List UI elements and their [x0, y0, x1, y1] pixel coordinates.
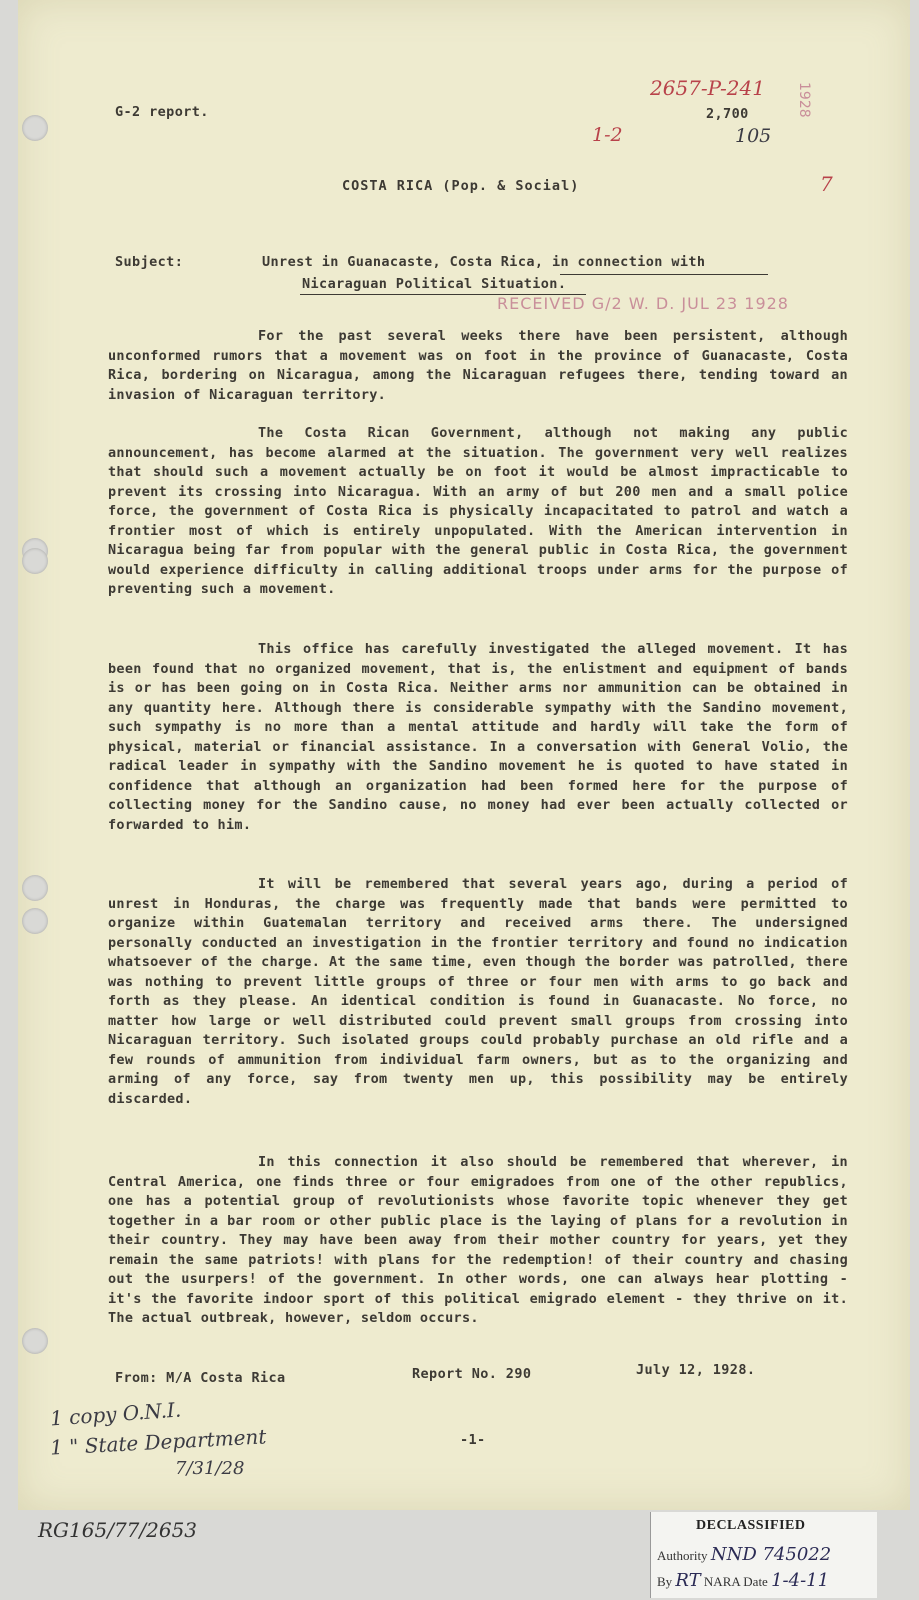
subject-line-2: Nicaraguan Political Situation.	[302, 276, 567, 292]
punch-hole	[22, 548, 48, 574]
declassified-stamp	[650, 1512, 877, 1598]
authority-row	[657, 1544, 831, 1565]
subject-line-1: Unrest in Guanacaste, Costa Rica, in connection with	[262, 254, 706, 270]
sub-number: 105	[735, 125, 772, 147]
paragraph-3: This office has carefully investigated the alleged movement. It has been found that no organized movement, that is, the enlistment and equipment of bands is or has been going on in Costa Rica. Neither arms nor ammunition can be obtained in any quantity here. Although there is considerable sympathy with the Sandino movement, such sympathy is no more than a mental attitude and hardly will take the form of physical, material or financial assistance. In a conversation with General Volio, the radical leader in sympathy with the Sandino movement he is quoted to have stated in confidence that although an organization had been formed here for the purpose of collecting money for the Sandino cause, no money had ever been actually collected or forwarded to him.	[108, 641, 848, 833]
count-number: 2,700	[706, 106, 749, 122]
nara-value: 1-4-11	[771, 1570, 830, 1591]
subject-label: Subject:	[115, 254, 184, 270]
authority-value: NND 745022	[710, 1544, 832, 1565]
vertical-year: 1928	[796, 82, 812, 118]
by-row	[657, 1570, 829, 1591]
paragraph-4: It will be remembered that several years ago, during a period of unrest in Honduras, the charge was frequently made that bands were permitted to organize within Guatemalan territory and received arms there. The undersigned personally conducted an investigation in the frontier territory and found no indication whatsoever of the charge. At the same time, even though the border was patrolled, there was nothing to prevent little groups of three or four men with arms to go back and forth as they please. An identical condition is found in Guanacaste. No force, no matter how large or well distributed could prevent small groups from crossing into Nicaraguan territory. Such isolated groups could probably purchase an old rifle and a few rounds of ammunition from individual farm owners, but as to the organizing and arming of any force, say from twenty men up, this possibility may be entirely discarded.	[108, 876, 848, 1107]
from-line: From: M/A Costa Rica	[115, 1370, 286, 1386]
punch-hole	[22, 115, 48, 141]
page-number: -1-	[460, 1432, 486, 1448]
punch-hole	[22, 908, 48, 934]
punch-hole	[22, 1328, 48, 1354]
nara-label: NARA Date	[703, 1574, 768, 1589]
archive-reference: RG165/77/2653	[38, 1518, 198, 1542]
handwritten-line-1: 1 copy O.N.I.	[49, 1397, 182, 1431]
declassified-title: DECLASSIFIED	[696, 1518, 806, 1533]
subject-underline-right	[560, 274, 768, 275]
handwritten-line-2: 1 " State Department	[49, 1424, 267, 1460]
by-label: By	[657, 1574, 673, 1589]
paragraph-5: In this connection it also should be remembered that wherever, in Central America, one finds three or four emigradoes from one of the other republics, one has a potential group of revolutionists whose favorite topic whenever they get together in a bar room or other public place is the laying of plans for a revolution in their country. They may have been away from their mother country for years, yet they remain the same patriots! with plans for the redemption! of their country and chasing out the usurpers! of the government. In other words, one can always hear plotting - it's the favorite indoor sport of this political emigrado element - they thrive on it. The actual outbreak, however, seldom occurs.	[108, 1154, 848, 1326]
red-mark: 7	[820, 172, 833, 196]
punch-hole	[22, 875, 48, 901]
heading: COSTA RICA (Pop. & Social)	[342, 178, 580, 194]
by-value: RT	[675, 1570, 701, 1591]
report-type: G-2 report.	[115, 104, 209, 120]
report-date: July 12, 1928.	[636, 1362, 756, 1378]
authority-label: Authority	[657, 1548, 708, 1563]
received-stamp: RECEIVED G/2 W. D. JUL 23 1928	[497, 294, 789, 313]
paragraph-1: For the past several weeks there have been persistent, although unconformed rumors that a movement was on foot in the province of Guanacaste, Costa Rica, bordering on Nicaragua, among the Nicaraguan refugees there, tending toward an invasion of Nicaraguan territory.	[108, 328, 848, 403]
report-number: Report No. 290	[412, 1366, 532, 1382]
handwritten-line-3: 7/31/28	[175, 1458, 245, 1479]
paragraph-2: The Costa Rican Government, although not making any public announcement, has become alarmed at the situation. The government very well realizes that should such a movement actually be on foot it would be almost impracticable to prevent its crossing into Nicaragua. With an army of but 200 men and a small police force, the government of Costa Rica is physically incapacitated to patrol and watch a frontier most of which is entirely unpopulated. With the American intervention in Nicaragua being far from popular with the general public in Costa Rica, the government would experience difficulty in calling additional troops under arms for the purpose of preventing such a movement.	[108, 425, 848, 597]
file-number: 2657-P-241	[650, 76, 765, 100]
left-mark: 1-2	[592, 124, 623, 146]
